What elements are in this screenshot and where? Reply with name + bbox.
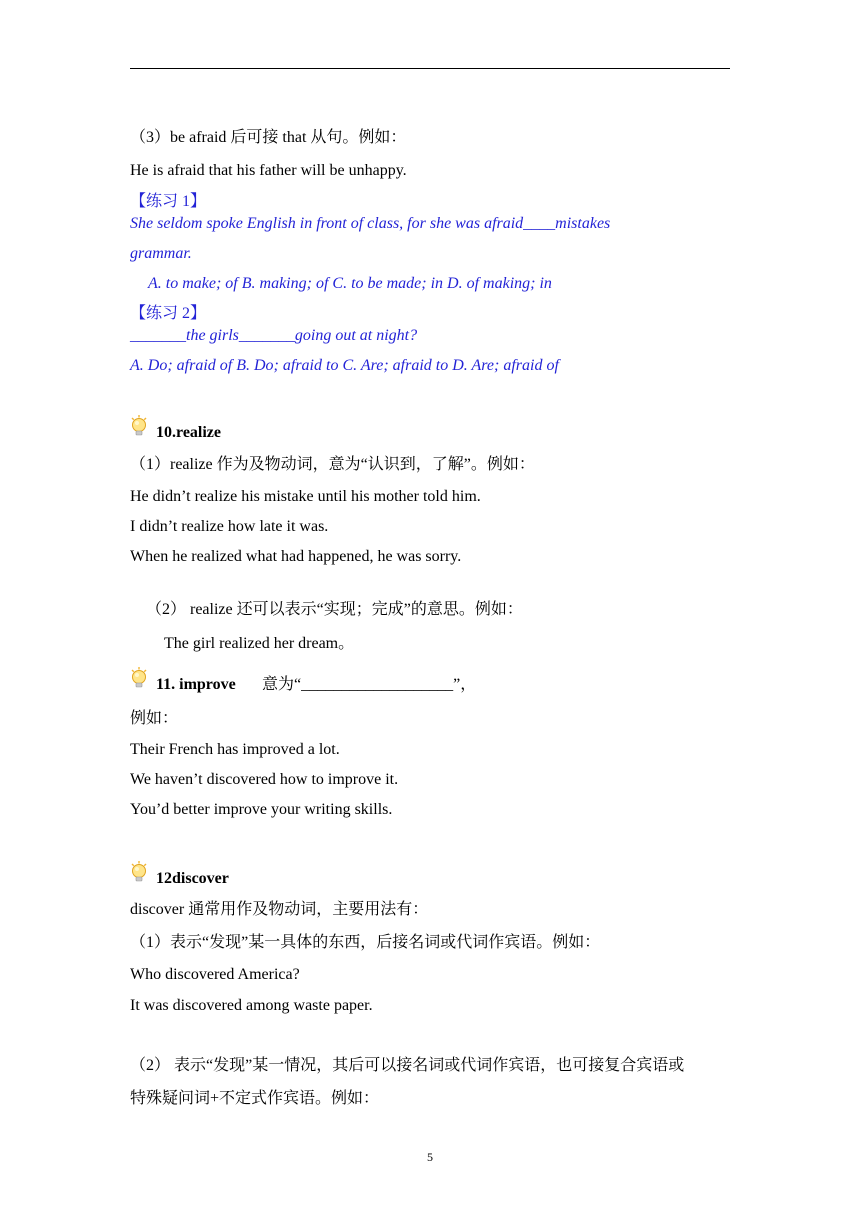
page-number: 5 — [427, 1150, 433, 1164]
s12-example-1: Who discovered America? — [130, 966, 300, 983]
s10-example-3: When he realized what had happened, he was sorry. — [130, 548, 462, 565]
s11-meaning: 意为“___________________”， — [262, 676, 477, 693]
lightbulb-icon — [130, 860, 152, 886]
s12-intro: discover 通常用作及物动词，主要用法有： — [130, 901, 429, 918]
section-11-title: 11. improve — [156, 676, 236, 693]
s11-example-1: Their French has improved a lot. — [130, 741, 340, 758]
header-rule — [130, 68, 730, 69]
exercise-1-question-cont: grammar. — [130, 245, 192, 262]
s12-p1: （1）表示“发现”某一具体的东西，后接名词或代词作宾语。例如： — [130, 934, 601, 951]
s12-p2-line2: 特殊疑问词+不定式作宾语。例如： — [130, 1090, 380, 1107]
s10-example-2: I didn’t realize how late it was. — [130, 518, 329, 535]
exercise-1-question: She seldom spoke English in front of class, for she was afraid____mistakes — [130, 215, 611, 232]
exercise-2-options: A. Do; afraid of B. Do; afraid to C. Are; afraid to D. Are; afraid of — [130, 357, 559, 374]
exercise-1-options: A. to make; of B. making; of C. to be made; in D. of making; in — [148, 275, 552, 292]
s11-example-2: We haven’t discovered how to improve it. — [130, 771, 399, 788]
exercise-1-heading: 【练习 1】 — [130, 193, 207, 210]
p3-intro: （3）be afraid 后可接 that 从句。例如： — [130, 129, 407, 146]
s10-p1: （1）realize 作为及物动词，意为“认识到，了解”。例如： — [130, 456, 535, 473]
section-10-title: 10.realize — [156, 424, 222, 441]
s12-p2-line1: （2） 表示“发现”某一情况，其后可以接名词或代词作宾语，也可接复合宾语或 — [130, 1057, 685, 1074]
s11-lead: 例如： — [130, 710, 179, 727]
exercise-2-heading: 【练习 2】 — [130, 305, 207, 322]
lightbulb-icon — [130, 414, 152, 440]
lightbulb-icon — [130, 666, 152, 692]
s11-example-3: You’d better improve your writing skills. — [130, 801, 393, 818]
s12-example-2: It was discovered among waste paper. — [130, 997, 373, 1014]
p3-example: He is afraid that his father will be unhappy. — [130, 162, 407, 179]
s10-example-1: He didn’t realize his mistake until his mother told him. — [130, 488, 481, 505]
s10-example-4: The girl realized her dream。 — [164, 635, 355, 652]
section-12-title: 12discover — [156, 870, 229, 887]
s10-p2: （2） realize 还可以表示“实现；完成”的意思。例如： — [146, 601, 523, 618]
exercise-2-question: _______the girls_______going out at night? — [130, 327, 418, 344]
